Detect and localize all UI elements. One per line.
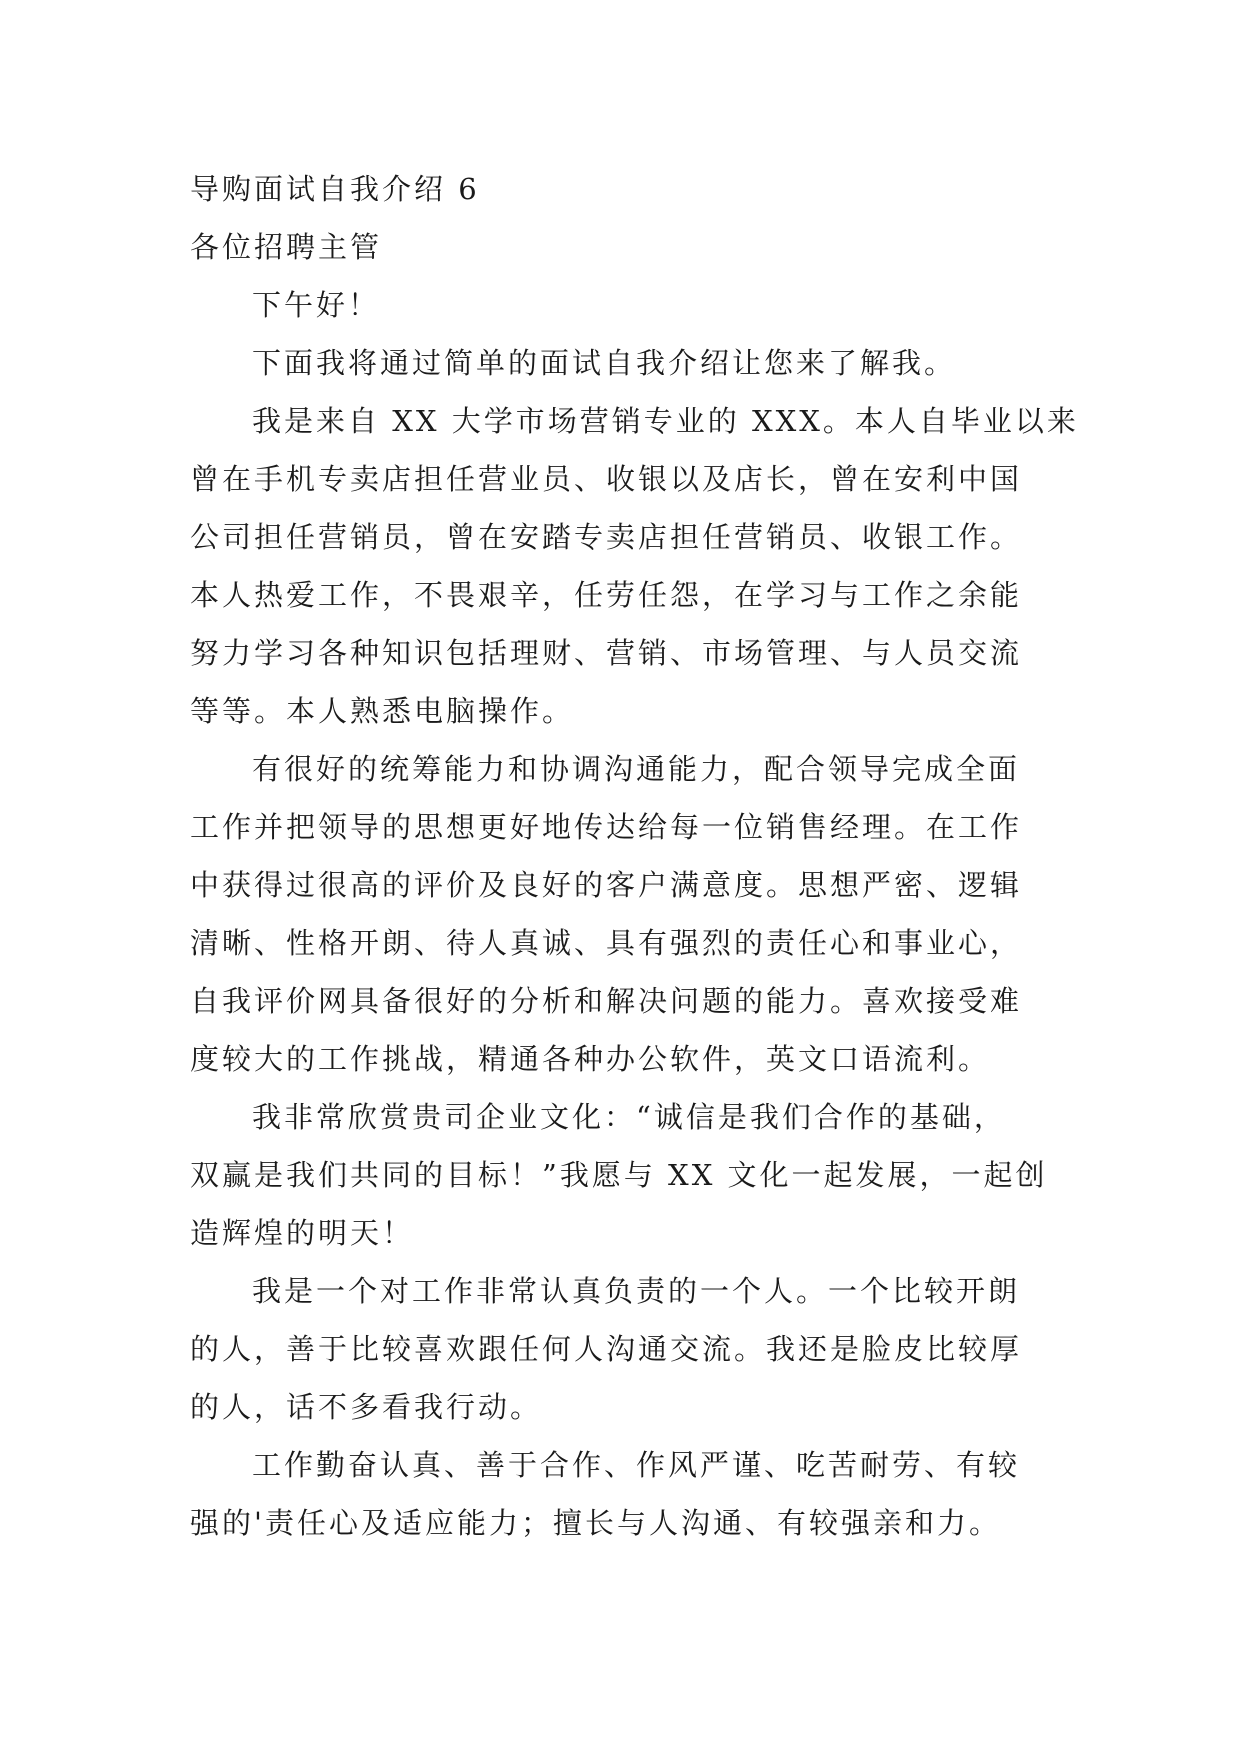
paragraph-line: 我是一个对工作非常认真负责的一个人。一个比较开朗 bbox=[252, 1274, 1021, 1308]
paragraph-line: 的人，话不多看我行动。 bbox=[190, 1390, 543, 1424]
paragraph-line: 本人热爱工作，不畏艰辛，任劳任怨，在学习与工作之余能 bbox=[190, 578, 1023, 612]
salutation: 各位招聘主管 bbox=[190, 230, 383, 264]
paragraph-intro bbox=[190, 334, 1070, 392]
paragraph-line: 曾在手机专卖店担任营业员、收银以及店长，曾在安利中国 bbox=[190, 462, 1023, 496]
paragraph-personality bbox=[190, 1262, 1070, 1436]
paragraph-line: 有很好的统筹能力和协调沟通能力，配合领导完成全面 bbox=[252, 752, 1021, 786]
paragraph-line: 度较大的工作挑战，精通各种办公软件，英文口语流利。 bbox=[190, 1042, 991, 1076]
paragraph-line: 造辉煌的明天！ bbox=[190, 1216, 415, 1250]
paragraph-line: 工作并把领导的思想更好地传达给每一位销售经理。在工作 bbox=[190, 810, 1023, 844]
document-title: 导购面试自我介绍 6 bbox=[190, 172, 480, 206]
paragraph-line: 等等。本人熟悉电脑操作。 bbox=[190, 694, 575, 728]
paragraph-line: 我非常欣赏贵司企业文化：“诚信是我们合作的基础， bbox=[252, 1100, 1006, 1134]
paragraph-line: 自我评价网具备很好的分析和解决问题的能力。喜欢接受难 bbox=[190, 984, 1023, 1018]
paragraph-line: 的人，善于比较喜欢跟任何人沟通交流。我还是脸皮比较厚 bbox=[190, 1332, 1023, 1366]
paragraph-experience bbox=[190, 392, 1079, 740]
paragraph-line: 中获得过很高的评价及良好的客户满意度。思想严密、逻辑 bbox=[190, 868, 1023, 902]
paragraph-work-attitude bbox=[190, 1436, 1070, 1552]
paragraph-greeting bbox=[190, 276, 1070, 334]
paragraph-line: 下面我将通过简单的面试自我介绍让您来了解我。 bbox=[252, 346, 957, 380]
paragraph-abilities bbox=[190, 740, 1070, 1088]
paragraph-line: 公司担任营销员，曾在安踏专卖店担任营销员、收银工作。 bbox=[190, 520, 1023, 554]
paragraph-line: 强的'责任心及适应能力；擅长与人沟通、有较强亲和力。 bbox=[190, 1506, 1001, 1540]
paragraph-line: 工作勤奋认真、善于合作、作风严谨、吃苦耐劳、有较 bbox=[252, 1448, 1021, 1482]
paragraph-line: 下午好！ bbox=[252, 288, 381, 322]
paragraph-line: 双赢是我们共同的目标！”我愿与 XX 文化一起发展，一起创 bbox=[190, 1158, 1048, 1192]
paragraph-line: 清晰、性格开朗、待人真诚、具有强烈的责任心和事业心， bbox=[190, 926, 1023, 960]
document-body bbox=[190, 160, 1079, 1552]
paragraph-line: 努力学习各种知识包括理财、营销、市场管理、与人员交流 bbox=[190, 636, 1023, 670]
paragraph-culture bbox=[190, 1088, 1070, 1262]
paragraph-line: 我是来自 XX 大学市场营销专业的 XXX。本人自毕业以来 bbox=[252, 404, 1079, 438]
